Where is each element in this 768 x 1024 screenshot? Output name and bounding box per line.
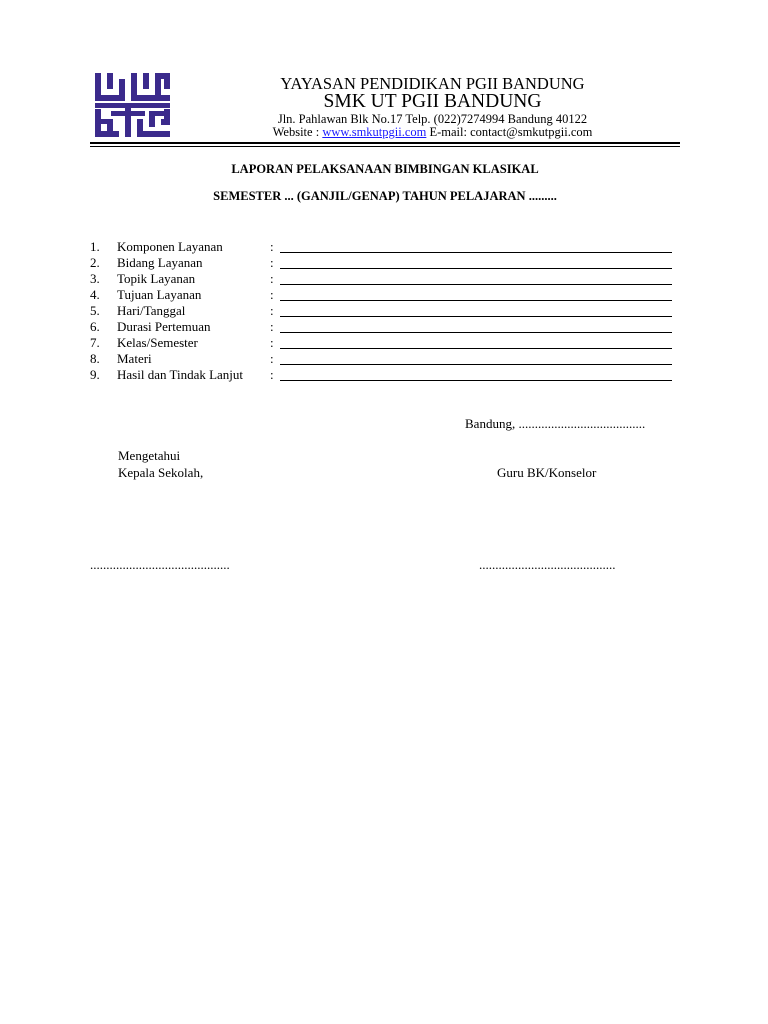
header-rule-thin	[90, 146, 680, 147]
acknowledge-label: Mengetahui	[118, 448, 181, 463]
item-number: 9.	[90, 367, 100, 382]
website-label: Website :	[272, 125, 323, 139]
item-fill-line[interactable]	[280, 256, 672, 269]
item-label: Hari/Tanggal	[117, 303, 186, 318]
principal-label: Kepala Sekolah,	[118, 465, 204, 480]
item-colon: :	[270, 319, 274, 334]
item-fill-line[interactable]	[280, 320, 672, 333]
item-number: 2.	[90, 255, 100, 270]
item-label: Tujuan Layanan	[117, 287, 202, 302]
item-label: Bidang Layanan	[117, 255, 203, 270]
item-colon: :	[270, 335, 274, 350]
item-colon: :	[270, 255, 274, 270]
item-label: Kelas/Semester	[117, 335, 198, 350]
item-colon: :	[270, 367, 274, 382]
foundation-name: YAYASAN PENDIDIKAN PGII BANDUNG	[280, 74, 585, 93]
item-label: Topik Layanan	[117, 271, 196, 286]
school-logo	[95, 73, 170, 137]
item-fill-line[interactable]	[280, 336, 672, 349]
report-title: LAPORAN PELAKSANAAN BIMBINGAN KLASIKAL	[231, 162, 539, 176]
item-fill-line[interactable]	[280, 240, 672, 253]
item-colon: :	[270, 239, 274, 254]
principal-signature-line: ...........................................	[90, 557, 230, 572]
item-number: 8.	[90, 351, 100, 366]
contact-line	[240, 125, 625, 140]
item-colon: :	[270, 303, 274, 318]
report-subtitle: SEMESTER ... (GANJIL/GENAP) TAHUN PELAJARAN .........	[213, 189, 557, 203]
item-label: Materi	[117, 351, 152, 366]
item-colon: :	[270, 271, 274, 286]
item-fill-line[interactable]	[280, 288, 672, 301]
item-fill-line[interactable]	[280, 304, 672, 317]
counselor-signature-line: ..........................................	[479, 557, 616, 572]
item-number: 6.	[90, 319, 100, 334]
place-date: Bandung, .......................................	[465, 416, 646, 431]
item-fill-line[interactable]	[280, 272, 672, 285]
item-colon: :	[270, 287, 274, 302]
item-number: 4.	[90, 287, 100, 302]
item-label: Hasil dan Tindak Lanjut	[117, 367, 244, 382]
website-link[interactable]: www.smkutpgii.com	[322, 125, 427, 139]
item-fill-line[interactable]	[280, 368, 672, 381]
school-name: SMK UT PGII BANDUNG	[323, 91, 542, 112]
email-text: E-mail: contact@smkutpgii.com	[426, 125, 593, 139]
item-colon: :	[270, 351, 274, 366]
school-address: Jln. Pahlawan Blk No.17 Telp. (022)7274994 Bandung 40122	[277, 112, 588, 126]
item-number: 7.	[90, 335, 100, 350]
counselor-label: Guru BK/Konselor	[497, 465, 597, 480]
item-number: 1.	[90, 239, 100, 254]
item-label: Durasi Pertemuan	[117, 319, 211, 334]
item-fill-line[interactable]	[280, 352, 672, 365]
item-number: 5.	[90, 303, 100, 318]
item-number: 3.	[90, 271, 100, 286]
header-rule-thick	[90, 142, 680, 144]
item-label: Komponen Layanan	[117, 239, 223, 254]
